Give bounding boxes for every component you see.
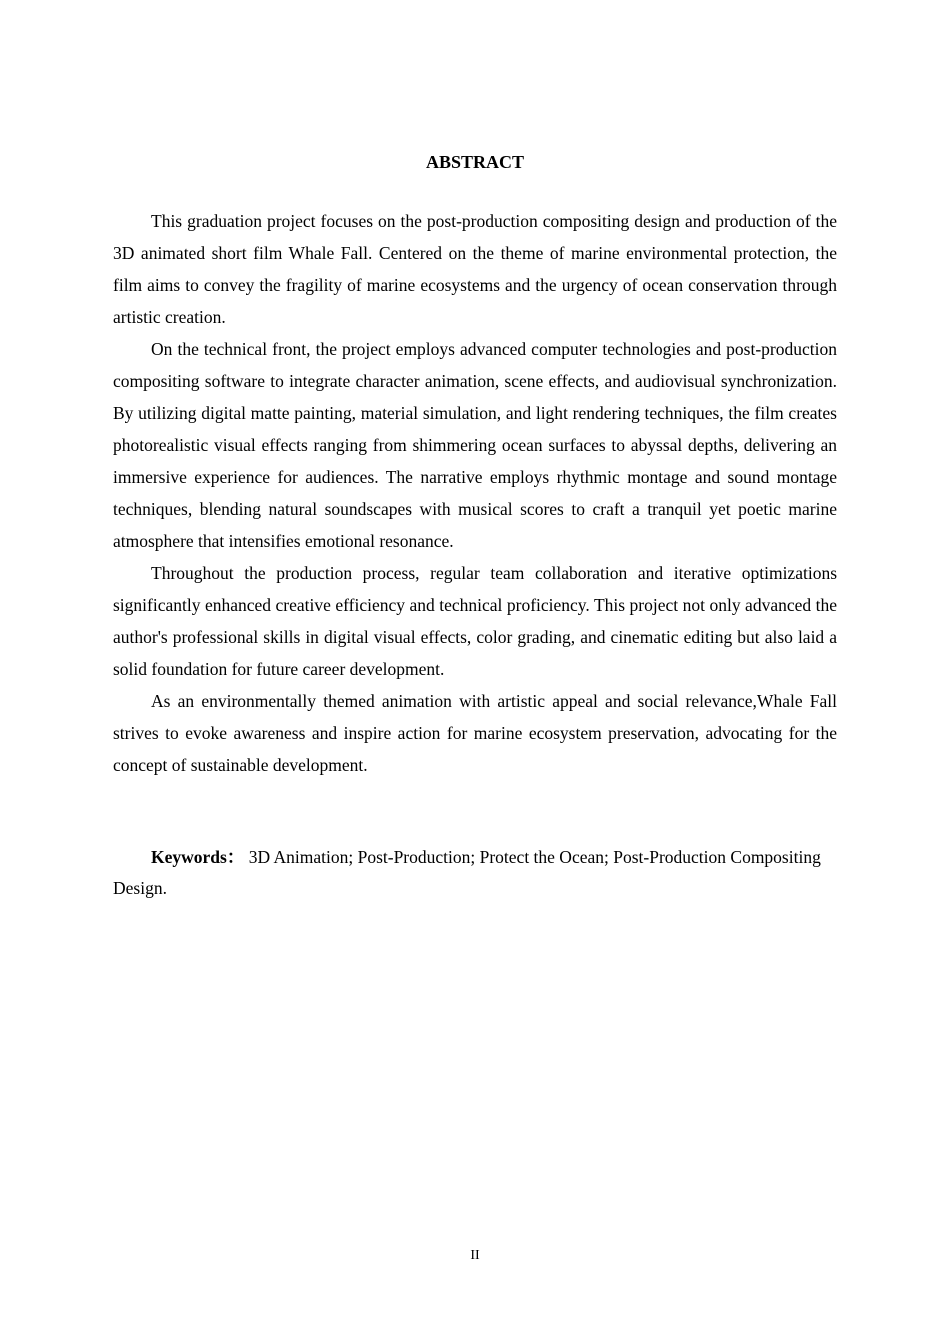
abstract-body <box>113 205 837 781</box>
keywords-line <box>113 842 837 904</box>
abstract-paragraph-1: This graduation project focuses on the post-production compositing design and production of the 3D animated short film Whale Fall. Centered on the theme of marine environmental protection, the film aims to convey the fragility of marine ecosystems and the urgency of ocean conservation through artistic creation. <box>113 211 837 327</box>
abstract-paragraph-2: On the technical front, the project employs advanced computer technologies and post-production compositing software to integrate character animation, scene effects, and audiovisual synchronization. By utilizing digital matte painting, material simulation, and light rendering techniques, the film creates photorealistic visual effects ranging from shimmering ocean surfaces to abyssal depths, delivering an immersive experience for audiences. The narrative employs rhythmic montage and sound montage techniques, blending natural soundscapes with musical scores to craft a tranquil yet poetic marine atmosphere that intensifies emotional resonance. <box>113 339 837 551</box>
abstract-paragraph-3: Throughout the production process, regular team collaboration and iterative optimizations significantly enhanced creative efficiency and technical proficiency. This project not only advanced the author's professional skills in digital visual effects, color grading, and cinematic editing but also laid a solid foundation for future career development. <box>113 563 837 679</box>
keywords-label: Keywords： <box>151 847 245 867</box>
page-number: II <box>470 1248 480 1263</box>
abstract-paragraph-4: As an environmentally themed animation with artistic appeal and social relevance,Whale Fall strives to evoke awareness and inspire action for marine ecosystem preservation, advocating for the concept of sustainable development. <box>113 691 837 775</box>
abstract-title: ABSTRACT <box>425 152 525 172</box>
keywords-text: 3D Animation; Post-Production; Protect the Ocean; Post-Production Compositing Design. <box>113 847 821 898</box>
